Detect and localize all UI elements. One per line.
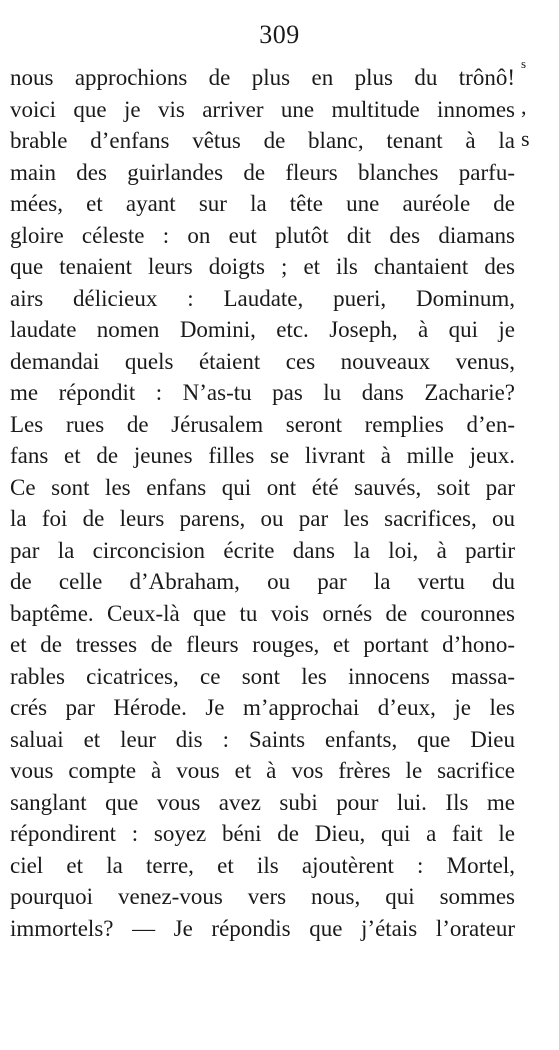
- text-line: airs délicieux : Laudate, pueri, Dominum,: [10, 285, 515, 311]
- text-line: ciel et la terre, et ils ajoutèrent : Mortel,: [10, 852, 515, 878]
- text-line: nous approchions de plus en plus du trônô!: [10, 65, 515, 90]
- text-line: baptême. Ceux-là que tu vois ornés de couronnes: [10, 600, 515, 626]
- margin-mark: s: [521, 126, 530, 151]
- text-line: la foi de leurs parens, ou par les sacrifices, ou: [10, 506, 515, 531]
- margin-mark: ,: [521, 94, 527, 119]
- text-line: vous compte à vous et à vos frères le sacrifice: [10, 758, 515, 783]
- body-text: [10, 62, 515, 944]
- text-line: de celle d’Abraham, ou par la vertu du: [10, 569, 515, 594]
- text-line: répondirent : soyez béni de Dieu, qui a fait le: [10, 821, 515, 846]
- text-line: mées, et ayant sur la tête une auréole de: [10, 191, 515, 216]
- text-line: laudate nomen Domini, etc. Joseph, à qui je: [10, 317, 515, 342]
- text-line: immortels? — Je répondis que j’étais l’orateur: [10, 915, 515, 941]
- margin-mark: s: [521, 56, 527, 71]
- text-line: main des guirlandes de fleurs blanches parfu-: [10, 159, 515, 185]
- text-line: demandai quels étaient ces nouveaux venus,: [10, 348, 515, 374]
- text-line: Ce sont les enfans qui ont été sauvés, soit par: [10, 474, 515, 500]
- text-line: brable d’enfans vêtus de blanc, tenant à la: [10, 128, 515, 153]
- text-line: sanglant que vous avez subi pour lui. Ils me: [10, 789, 515, 815]
- text-line: pourquoi venez-vous vers nous, qui sommes: [10, 884, 515, 909]
- text-line: gloire céleste : on eut plutôt dit des diamans: [10, 222, 515, 248]
- text-line: fans et de jeunes filles se livrant à mille jeux.: [10, 443, 515, 468]
- text-line: que tenaient leurs doigts ; et ils chantaient des: [10, 254, 515, 279]
- text-line: et de tresses de fleurs rouges, et portant d’hono-: [10, 632, 515, 657]
- text-line: saluai et leur dis : Saints enfants, que Dieu: [10, 726, 515, 752]
- text-line: par la circoncision écrite dans la loi, à partir: [10, 537, 515, 563]
- text-line: crés par Hérode. Je m’approchai d’eux, je les: [10, 695, 515, 720]
- text-line: me répondit : N’as-tu pas lu dans Zacharie?: [10, 380, 515, 405]
- text-line: rables cicatrices, ce sont les innocens massa-: [10, 663, 515, 689]
- page-number: 309: [259, 20, 300, 49]
- text-line: voici que je vis arriver une multitude innomes: [10, 96, 515, 122]
- text-line: Les rues de Jérusalem seront remplies d’en-: [10, 411, 515, 437]
